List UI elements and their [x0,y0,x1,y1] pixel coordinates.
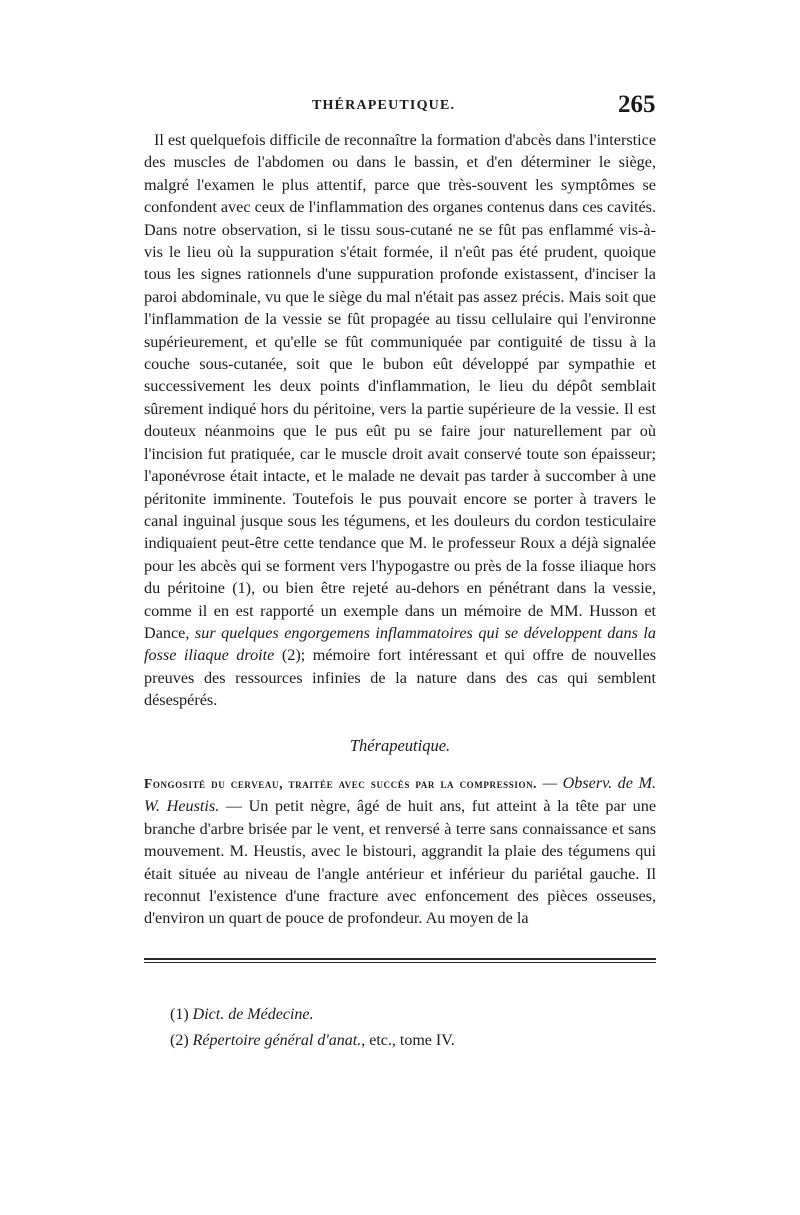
footnote-marker: (1) [170,1006,189,1023]
footnote-title: Répertoire général d'anat. [192,1032,362,1049]
footnote-divider [144,958,656,963]
page-number: 265 [618,91,656,118]
footnotes [170,1002,455,1054]
footnote-2 [170,1028,455,1054]
cited-memoir-title: sur quelques engorgemens inflammatoires qui se développent dans la fosse iliaque droite [144,623,657,665]
paragraph-text: Il est quelquefois difficile de reconnaître la formation d'abcès dans l'interstice des muscles de l'abdomen ou dans le bassin, et d'en déterminer le siège, malgré l'examen le plus attentif, parce que très-souvent les symptômes se confondent avec ceux de l'inflammation des organes contenus dans ces cavités. Dans notre observation, si le tissu sous-cutané ne se fût pas enflammé vis-à-vis le lieu où la suppuration s'était formée, il n'eût pas été prudent, quoique tous les signes rationnels d'une suppuration profonde existassent, d'inciser la paroi abdominale, vu que le siège du mal n'était pas assez précis. Mais soit que l'inflammation de la vessie se fût propagée au tissu cellulaire qui l'environne supérieurement, et qu'elle se fût communiquée par contiguité de tissu à la couche sous-cutanée, soit que le bubon eût développé par sympathie et successivement les deux points d'inflammation, le lieu du dépôt semblait sûrement indiqué hors du péritoine, vers la partie supérieure de la vessie. Il est douteux néanmoins que le pus eût pu se faire jour naturellement par où l'incision fut pratiquée, car le muscle droit avait conservé toute son épaisseur; l'aponévrose était intacte, et le malade ne devait pas tarder à succomber à une péritonite imminente. Toutefois le pus pouvait encore se porter à travers le canal inguinal jusque sous les tégumens, et les douleurs du cordon testiculaire indiquaient peut-être cette tendance que M. le professeur Roux a déjà signalée pour les abcès qui se forment vers l'hypogastre ou près de la fosse iliaque hors du péritoine (1), ou bien être rejeté au-dehors en pénétrant dans la vessie, comme il en est rapporté un exemple dans un mémoire de MM. Husson et Dance, [144,131,656,642]
footnote-rest: , etc., tome IV. [361,1032,455,1049]
running-title: THÉRAPEUTIQUE. [312,98,456,113]
section-title: Thérapeutique. [349,736,451,755]
observation-credit: — Observ. de M. W. Heustis. [144,774,656,816]
paragraph-tail: (2); mémoire fort intéressant et qui offre de nouvelles preuves des ressources infinies de la nature dans des cas qui semblent désespérés. [144,646,656,710]
article-paragraph [144,772,656,930]
footnote-marker: (2) [170,1032,189,1049]
footnote-1 [170,1002,455,1028]
article-text: — Un petit nègre, âgé de huit ans, fut atteint à la tête par une branche d'arbre brisée par le vent, et renversé à terre sans connaissance et sans mouvement. M. Heustis, avec le bistouri, aggrandit la plaie des tégumens qui était située au niveau de l'angle antérieur et inférieur du pariétal gauche. Il reconnut l'existence d'une fracture avec enfoncement des pièces osseuses, d'environ un quart de pouce de profondeur. Au moyen de la [144,797,657,928]
main-paragraph [144,129,656,712]
article-heading: Fongosité du cerveau, traitée avec succès par la compression. [144,776,538,791]
footnote-title: Dict. de Médecine. [192,1006,314,1023]
